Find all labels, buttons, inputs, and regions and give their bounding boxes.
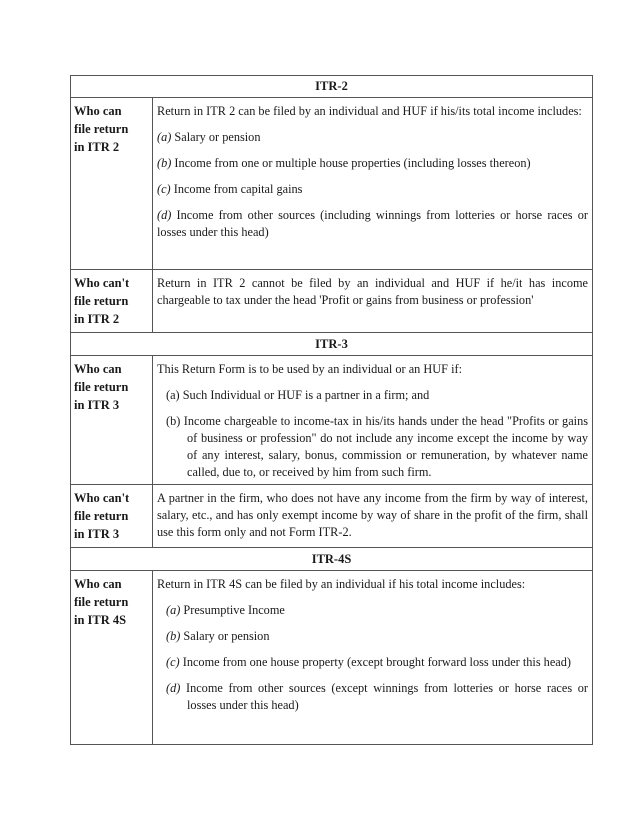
itr3-can-intro: This Return Form is to be used by an individual or an HUF if:	[157, 362, 463, 376]
itr4s-can-intro: Return in ITR 4S can be filed by an individual if his total income includes:	[157, 577, 526, 591]
itr3-item-a: (a) Such Individual or HUF is a partner in a firm; and	[166, 388, 430, 402]
itr4s-section-header	[71, 548, 593, 571]
itr4s-item-d: (d) Income from other sources (except winnings from lotteries or horse races or losses under this head)	[166, 681, 588, 712]
itr2-cant-content	[153, 270, 593, 333]
itr2-cant-row	[71, 270, 593, 333]
itr4s-item-c: (c) Income from one house property (except brought forward loss under this head)	[166, 655, 571, 669]
itr4s-item-a: (a) Presumptive Income	[166, 603, 285, 617]
itr3-cant-text: A partner in the firm, who does not have any income from the firm by way of interest, salary, etc., and has only exempt income by way of share in the profit of the firm, shall use this form only and not Form ITR-2.	[157, 491, 588, 539]
itr3-section-header	[71, 333, 593, 356]
itr2-cant-text: Return in ITR 2 cannot be filed by an individual and HUF if he/it has income chargeable to tax under the head 'Profit or gains from business or profession'	[157, 276, 588, 307]
itr4s-can-label: Who can file return in ITR 4S	[71, 571, 153, 745]
itr2-item-a: (a) Salary or pension	[157, 130, 261, 144]
itr4s-can-row	[71, 571, 593, 745]
itr3-can-row	[71, 356, 593, 485]
itr3-title: ITR-3	[71, 333, 593, 356]
itr2-can-row	[71, 98, 593, 270]
itr4s-can-content	[153, 571, 593, 745]
itr3-cant-content	[153, 485, 593, 548]
itr2-section-header	[71, 76, 593, 98]
itr-eligibility-table	[70, 75, 593, 745]
itr2-can-label: Who can file return in ITR 2	[71, 98, 153, 270]
itr2-can-content	[153, 98, 593, 270]
itr4s-title: ITR-4S	[71, 548, 593, 571]
itr2-cant-label: Who can't file return in ITR 2	[71, 270, 153, 333]
itr3-cant-label: Who can't file return in ITR 3	[71, 485, 153, 548]
itr3-can-content	[153, 356, 593, 485]
itr2-item-c: (c) Income from capital gains	[157, 182, 303, 196]
itr3-cant-row	[71, 485, 593, 548]
itr3-item-b: (b) Income chargeable to income-tax in his/its hands under the head "Profits or gains of business or profession" do not include any income except the income by way of any interest, salary, bonus, commission or remuneration, by whatever name called, due to, or received by him from such firm.	[166, 414, 588, 479]
itr3-can-label: Who can file return in ITR 3	[71, 356, 153, 485]
itr2-item-b: (b) Income from one or multiple house properties (including losses thereon)	[157, 156, 531, 170]
itr2-item-d: (d) Income from other sources (including winnings from lotteries or horse races or losses under this head)	[157, 208, 588, 239]
itr2-title: ITR-2	[71, 76, 593, 98]
itr2-can-intro: Return in ITR 2 can be filed by an individual and HUF if his/its total income includes:	[157, 104, 582, 118]
itr4s-item-b: (b) Salary or pension	[166, 629, 270, 643]
